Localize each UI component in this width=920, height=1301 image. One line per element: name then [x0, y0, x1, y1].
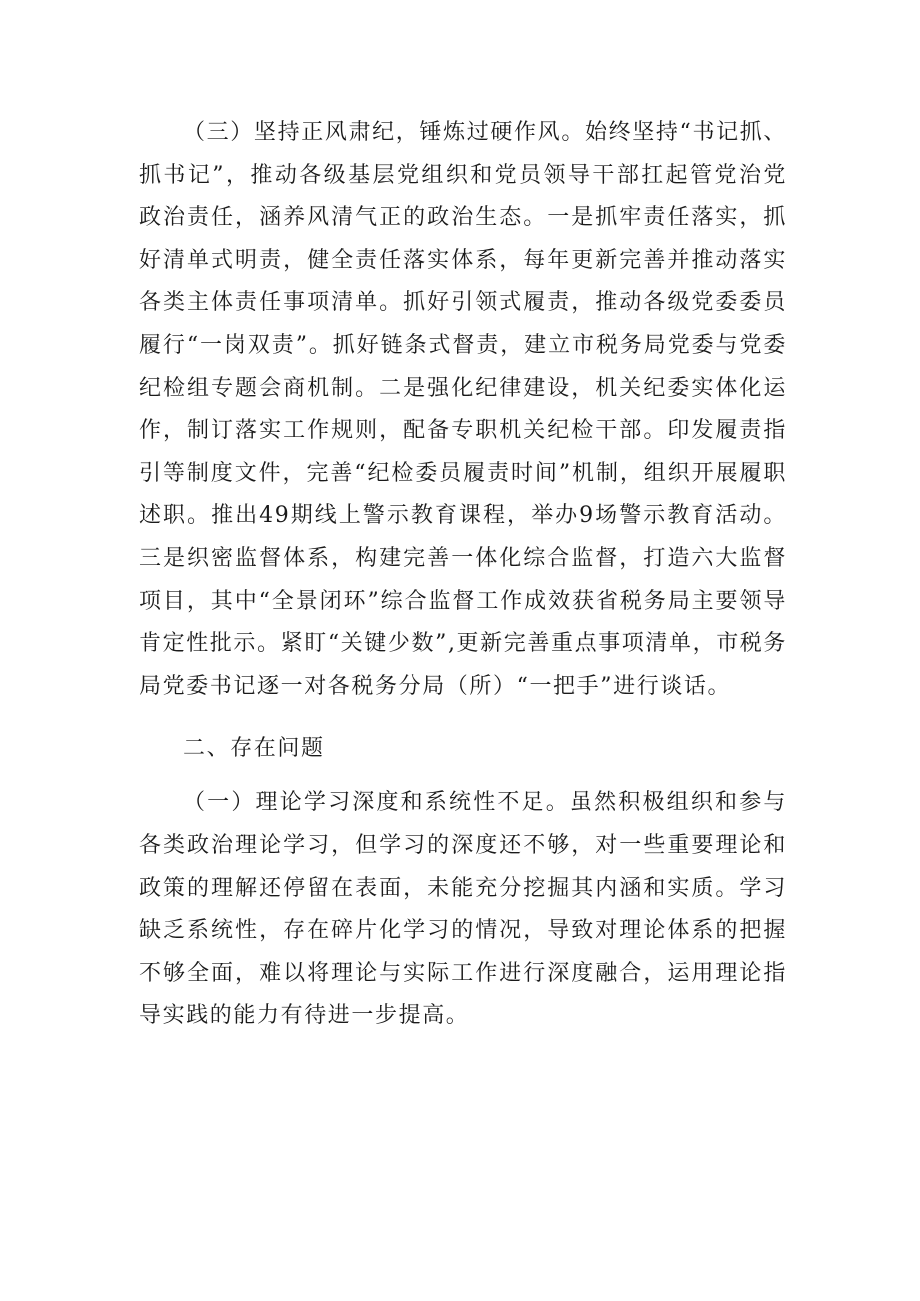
section-heading-problems: 二、存在问题: [183, 736, 325, 762]
paragraph-gap: [139, 708, 787, 718]
document-body: [139, 112, 787, 1038]
paragraph-discipline: （三）坚持正风肃纪，锤炼过硬作风。始终坚持“书记抓、抓书记”，推动各级基层党组织和党员领导干部扛起管党治党政治责任，涵养风清气正的政治生态。一是抓牢责任落实，抓好清单式明责，健全责任落实体系，每年更新完善并推动落实各类主体责任事项清单。抓好引领式履责，推动各级党委委员履行“一岗双责”。抓好链条式督责，建立市税务局党委与党委纪检组专题会商机制。二是强化纪律建设，机关纪委实体化运作，制订落实工作规则，配备专职机关纪检干部。印发履责指引等制度文件，完善“纪检委员履责时间”机制，组织开展履职述职。推出49期线上警示教育课程，举办9场警示教育活动。三是织密监督体系，构建完善一体化综合监督，打造六大监督项目，其中“全景闭环”综合监督工作成效获省税务局主要领导肯定性批示。紧盯“关键少数”,更新完善重点事项清单，市税务局党委书记逐一对各税务分局（所）“一把手”进行谈话。: [139, 120, 787, 699]
paragraph-theory-study: （一）理论学习深度和系统性不足。虽然积极组织和参与各类政治理论学习，但学习的深度还不够，对一些重要理论和政策的理解还停留在表面，未能充分挖掘其内涵和实质。学习缺乏系统性，存在碎片化学习的情况，导致对理论体系的把握不够全面，难以将理论与实际工作进行深度融合，运用理论指导实践的能力有待进一步提高。: [139, 790, 787, 1029]
